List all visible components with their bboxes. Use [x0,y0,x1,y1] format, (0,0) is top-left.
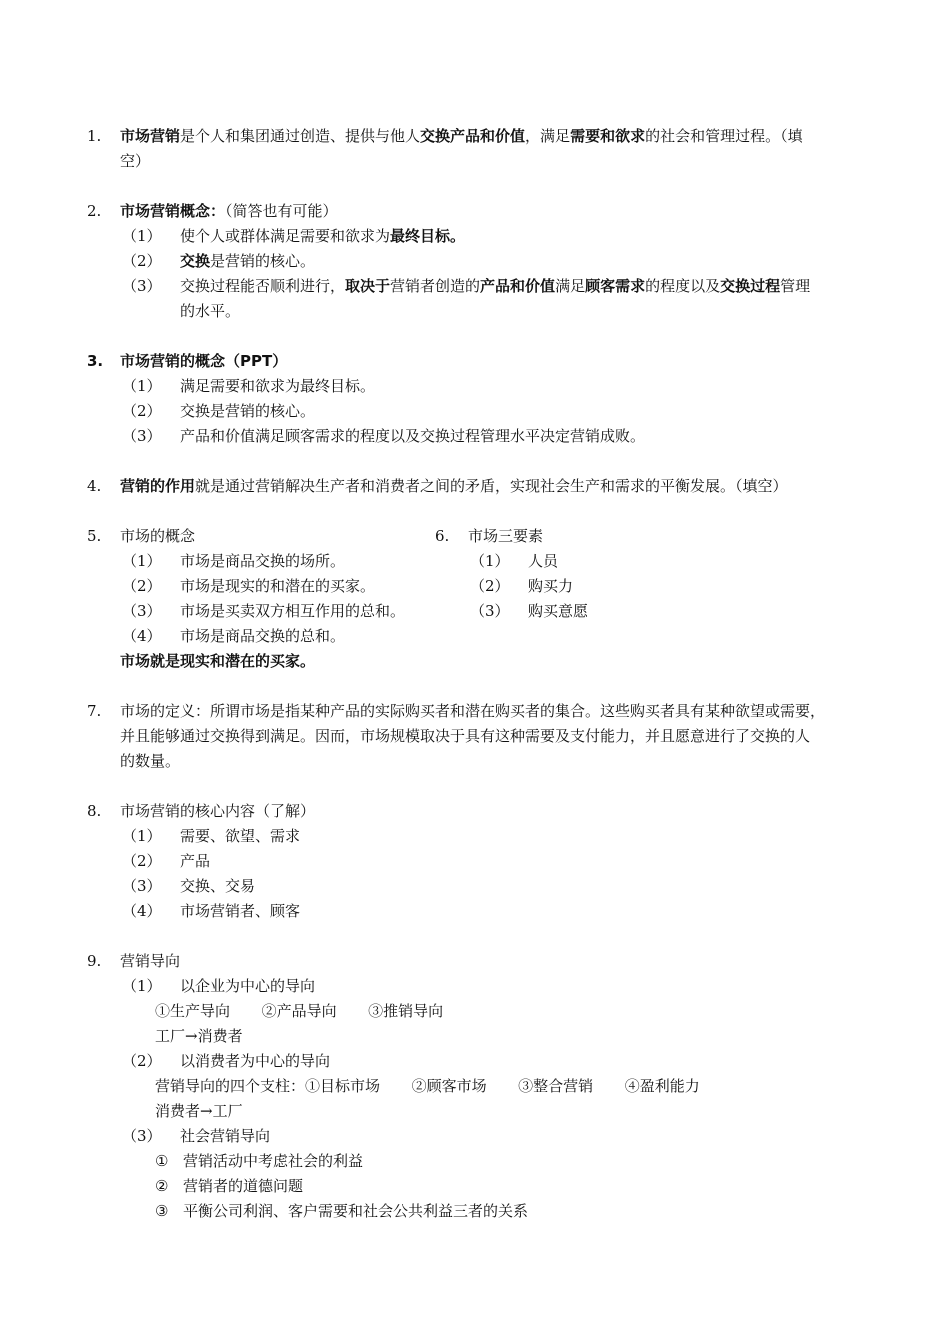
sub-text: 市场是商品交换的场所。 [180,552,346,570]
sub-number: （3） [122,602,162,620]
orientation-list-1 [155,999,443,1024]
item-9-sub-2 [122,1049,622,1074]
sub-text: 满足需要和欲求为最终目标。 [180,377,376,395]
item-3-sub-3 [122,424,922,449]
text-run: 满足 [555,277,586,295]
item-8-title: 市场营销的核心内容（了解） [120,802,316,820]
sub-number: （2） [122,402,162,420]
item-number: 1. [87,127,102,145]
text-run: 使个人或群体满足需要和欲求为 [180,227,391,245]
sub-number: （1） [122,827,162,845]
sub-text: 社会营销导向 [180,1127,271,1145]
pillar-item: 营销导向的四个支柱：①目标市场 [155,1077,381,1095]
item-number: 2. [87,202,102,220]
item-7-line-3: 的数量。 [120,752,181,770]
item-2-sub-3 [122,274,922,299]
bold-term: 交换过程 [720,277,781,295]
sub-number: （2） [122,252,162,270]
four-pillars [155,1074,700,1099]
bold-term: 顾客需求 [585,277,646,295]
paragraph-line: 市场的定义：所谓市场是指某种产品的实际购买者和潜在购买者的集合。这些购买者具有某种欲望或需要， [120,702,826,720]
item-9-title: 营销导向 [120,952,181,970]
sub-number: （2） [470,577,510,595]
sub-number: （2） [122,852,162,870]
orientation-item: ③推销导向 [368,1002,444,1020]
text-run: ，满足 [525,127,571,145]
item-1-line-1 [120,124,803,149]
sub-number: （3） [122,1127,162,1145]
item-5-sub-3 [122,599,432,624]
text-run: 交换过程能否顺利进行， [180,277,346,295]
bold-term: 交换 [180,252,211,270]
bold-term: 营销的作用 [120,477,196,495]
point-text: 平衡公司利润、客户需要和社会公共利益三者的关系 [183,1202,529,1220]
item-9-sub-1 [122,974,622,999]
sub-number: （3） [470,602,510,620]
item-8-sub-2 [122,849,622,874]
sub-number: （1） [122,377,162,395]
sub-number: （1） [122,552,162,570]
sub-number: （4） [122,902,162,920]
sub-text: 市场是买卖双方相互作用的总和。 [180,602,406,620]
item-1-line-2: 空） [120,152,151,170]
sub-number: （3） [122,877,162,895]
circled-number: ① [155,1152,169,1170]
pillar-item: ②顾客市场 [411,1077,487,1095]
item-number: 9. [87,952,102,970]
item-8-sub-4 [122,899,622,924]
sub-text: 市场是现实的和潜在的买家。 [180,577,376,595]
item-5-bold-note: 市场就是现实和潜在的买家。 [120,652,316,670]
social-point-3 [155,1199,855,1224]
bold-term: 取决于 [345,277,391,295]
text-run: 管理 [780,277,811,295]
sub-number: （3） [122,427,162,445]
flow-consumer-to-factory: 消费者→工厂 [155,1102,243,1120]
sub-text: 市场是商品交换的总和。 [180,627,346,645]
item-3-sub-2 [122,399,922,424]
item-number: 4. [87,477,102,495]
text-run: 营销者创造的 [390,277,481,295]
item-8-sub-3 [122,874,622,899]
text-run: 是个人和集团通过创造、提供与他人 [180,127,421,145]
sub-text: 以企业为中心的导向 [180,977,316,995]
text-run: 是营销的核心。 [210,252,316,270]
circled-number: ③ [155,1202,169,1220]
item-5-sub-2 [122,574,432,599]
item-number: 3. [87,352,104,370]
item-6-sub-3 [470,599,770,624]
circled-number: ② [155,1177,169,1195]
item-5-sub-1 [122,549,432,574]
item-2-note: （简答也有可能） [225,202,338,220]
sub-text: 需要、欲望、需求 [180,827,301,845]
bold-term: 需要和欲求 [570,127,646,145]
point-text: 营销活动中考虑社会的利益 [183,1152,364,1170]
sub-text: 以消费者为中心的导向 [180,1052,331,1070]
item-2-sub-2 [122,249,922,274]
item-6-sub-2 [470,574,770,599]
item-number: 5. [87,527,102,545]
flow-factory-to-consumer: 工厂→消费者 [155,1027,243,1045]
item-5-title: 市场的概念 [120,527,196,545]
social-point-2 [155,1174,855,1199]
orientation-item: ②产品导向 [261,1002,337,1020]
sub-number: （4） [122,627,162,645]
orientation-item: ①生产导向 [155,1002,231,1020]
item-number: 8. [87,802,102,820]
sub-text: 人员 [528,552,559,570]
sub-number: （3） [122,277,162,295]
sub-text: 购买力 [528,577,574,595]
bold-term: 产品和价值 [480,277,556,295]
item-2-sub-1 [122,224,922,249]
bold-term: 最终目标。 [390,227,466,245]
bold-term: 交换产品和价值 [420,127,526,145]
item-6-sub-1 [470,549,770,574]
sub-number: （1） [470,552,510,570]
item-number: 6. [435,527,450,545]
item-1 [0,124,950,149]
text-run: 就是通过营销解决生产者和消费者之间的矛盾，实现社会生产和需求的平衡发展。（填空） [195,477,788,495]
sub-number: （2） [122,1052,162,1070]
sub-text: 产品和价值满足顾客需求的程度以及交换过程管理水平决定营销成败。 [180,427,646,445]
item-9-sub-3 [122,1124,622,1149]
sub-number: （1） [122,227,162,245]
item-2-sub-3-cont: 的水平。 [180,302,241,320]
point-text: 营销者的道德问题 [183,1177,304,1195]
item-7-line-2: 并且能够通过交换得到满足。因而，市场规模取决于具有这种需要及支付能力，并且愿意进行了交换的人 [120,727,811,745]
text-run: 的社会和管理过程。（填 [645,127,803,145]
item-3-sub-1 [122,374,922,399]
bold-term: 市场营销 [120,127,181,145]
item-2-title: 市场营销概念： [120,202,226,220]
item-3-title: 市场营销的概念（PPT） [120,352,288,370]
item-6-title: 市场三要素 [468,527,544,545]
sub-text: 交换是营销的核心。 [180,402,316,420]
sub-text: 购买意愿 [528,602,589,620]
social-point-1 [155,1149,855,1174]
sub-text: 市场营销者、顾客 [180,902,301,920]
pillar-item: ④盈利能力 [624,1077,700,1095]
sub-text: 产品 [180,852,211,870]
sub-text: 交换、交易 [180,877,256,895]
text-run: 的程度以及 [645,277,721,295]
item-8-sub-1 [122,824,622,849]
pillar-item: ③整合营销 [518,1077,594,1095]
item-5-sub-4 [122,624,432,649]
sub-number: （2） [122,577,162,595]
item-number: 7. [87,702,102,720]
sub-number: （1） [122,977,162,995]
